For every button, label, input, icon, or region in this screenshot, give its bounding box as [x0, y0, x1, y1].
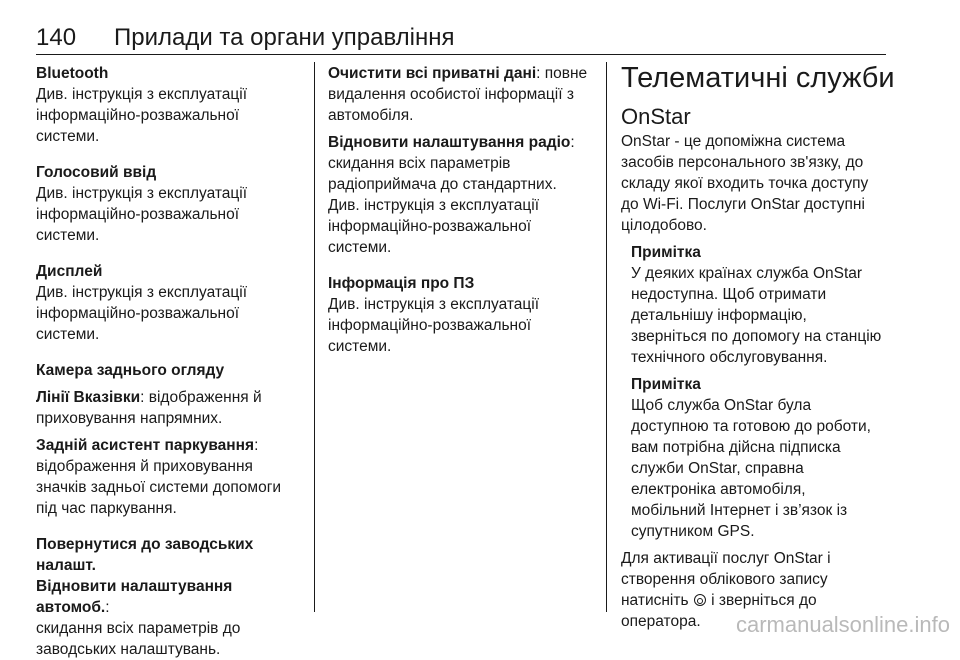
- section-voice-input: [36, 162, 308, 246]
- definition-rear-park-assist: : відображення й приховування значків задньої системи допомоги під час паркування.: [36, 437, 282, 517]
- section-title-onstar: OnStar: [621, 104, 691, 129]
- definition-clear-private-data: : повне видалення особистої інформації з автомобіля.: [328, 65, 588, 124]
- term-clear-private-data: Очистити всі приватні дані: [328, 65, 537, 82]
- activation-text: Для активації послуг OnStar і створення облікового запису натисніть: [621, 550, 831, 609]
- column-2: [328, 63, 596, 357]
- chapter-title: Телематичні служби: [621, 62, 895, 94]
- page-title: Прилади та органи управління: [114, 24, 455, 51]
- term-rear-park-assist: Задній асистент паркування: [36, 437, 255, 454]
- section-heading: Камера заднього огляду: [36, 362, 225, 379]
- section-rear-camera: [36, 360, 308, 519]
- term-guidelines: Лінії Вказівки: [36, 389, 141, 406]
- header-rule: [36, 54, 886, 55]
- section-factory-settings: [36, 534, 308, 660]
- onstar-button-icon: [694, 594, 706, 606]
- section-heading: Інформація про ПЗ: [328, 275, 475, 292]
- note-requirements: [621, 374, 897, 542]
- note-text: У деяких країнах служба OnStar недоступна. Щоб отримати детальнішу інформацію, зверніться по допомогу на станцію технічного обслуговування.: [631, 265, 882, 366]
- column-divider-right: [606, 62, 607, 612]
- definition-guidelines: : відображення й приховування напрямних.: [36, 389, 262, 427]
- section-bluetooth: [36, 63, 308, 147]
- definition-restore-vehicle: : скидання всіх параметрів до заводських налаштувань.: [36, 599, 241, 658]
- section-heading: Повернутися до заводських налашт.: [36, 536, 254, 574]
- page-number: 140: [36, 24, 77, 51]
- definition-restore-radio: : скидання всіх параметрів радіоприймача до стандартних. Див. інструкція з експлуатації інформаційно-розважальної системи.: [328, 134, 575, 256]
- page-header: [36, 24, 886, 52]
- paragraph-restore-vehicle: [36, 576, 308, 660]
- section-display: [36, 261, 308, 345]
- section-text: Див. інструкція з експлуатації інформаційно-розважальної системи.: [36, 185, 248, 244]
- column-divider-left: [314, 62, 315, 612]
- section-heading: Голосовий ввід: [36, 164, 157, 181]
- note-availability: [621, 242, 897, 368]
- note-heading: Примітка: [631, 244, 701, 261]
- section-text: Див. інструкція з експлуатації інформаційно-розважальної системи.: [36, 86, 248, 145]
- paragraph-rear-park-assist: [36, 435, 308, 519]
- term-restore-vehicle: Відновити налаштування автомоб.: [36, 578, 233, 616]
- column-1: [36, 63, 308, 660]
- section-heading: Дисплей: [36, 263, 103, 280]
- note-heading: Примітка: [631, 376, 701, 393]
- paragraph-clear-private-data: [328, 63, 596, 126]
- section-text: Див. інструкція з експлуатації інформаційно-розважальної системи.: [36, 284, 248, 343]
- section-text: Див. інструкція з експлуатації інформаційно-розважальної системи.: [328, 296, 540, 355]
- section-software-info: [328, 273, 596, 357]
- term-restore-radio: Відновити налаштування радіо: [328, 134, 571, 151]
- onstar-intro: OnStar - це допоміжна система засобів персонального зв'язку, до складу якої входить точка доступу до Wi-Fi. Послуги OnStar доступні цілодобово.: [621, 133, 869, 234]
- section-heading: Bluetooth: [36, 65, 109, 82]
- paragraph-guidelines: [36, 387, 308, 429]
- note-text: Щоб служба OnStar була доступною та готовою до роботи, вам потрібна дійсна підписка служби OnStar, справна електроніка автомобіля, мобільний Інтернет і зв’язок із супутником GPS.: [631, 397, 871, 540]
- paragraph-restore-radio: [328, 132, 596, 258]
- activation-text-end: і зверніться до оператора.: [621, 592, 817, 630]
- watermark: carmanualsonline.info: [735, 612, 950, 637]
- column-3: [621, 63, 897, 632]
